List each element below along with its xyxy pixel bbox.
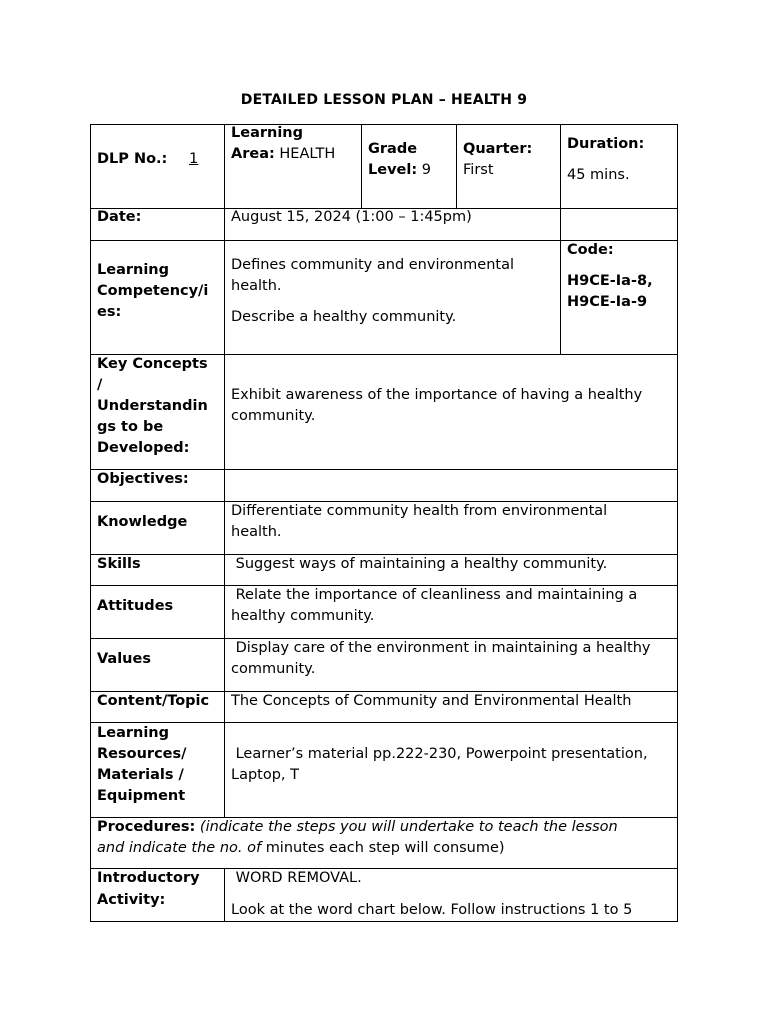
content-label: Content/Topic <box>97 693 210 709</box>
resources-text: Learner’s material pp.222-230, Powerpoint presentation, <box>231 746 648 762</box>
attitudes-label: Attitudes <box>97 598 174 614</box>
grade-value: 9 <box>421 162 431 178</box>
resources-label: Learning <box>97 725 170 741</box>
key-concepts-text: community. <box>231 408 316 424</box>
dlp-value: 1 <box>189 151 199 167</box>
content-text: The Concepts of Community and Environmental Health <box>231 693 632 709</box>
knowledge-label: Knowledge <box>97 514 188 530</box>
dlp-label: DLP No.: <box>97 151 168 167</box>
learning-area-field <box>231 144 335 165</box>
competency-label: Competency/i <box>97 283 209 299</box>
code-label: Code: <box>567 242 614 258</box>
skills-text: Suggest ways of maintaining a healthy community. <box>231 556 608 572</box>
values-text: community. <box>231 661 316 677</box>
table-rule <box>90 124 91 922</box>
procedures-note: minutes each step will consume) <box>265 840 505 856</box>
key-concepts-text: Exhibit awareness of the importance of having a healthy <box>231 387 643 403</box>
resources-label: Materials / <box>97 767 184 783</box>
table-rule <box>560 124 561 355</box>
code-value: H9CE-Ia-8, <box>567 273 653 289</box>
knowledge-text: Differentiate community health from environmental <box>231 503 608 519</box>
table-rule <box>224 868 225 922</box>
learning-area-label: Learning <box>231 125 304 141</box>
quarter-label: Quarter: <box>463 141 533 157</box>
introductory-text: Look at the word chart below. Follow instructions 1 to 5 <box>231 902 633 918</box>
learning-area-value: HEALTH <box>279 146 336 162</box>
competency-label: Learning <box>97 262 170 278</box>
objectives-label: Objectives: <box>97 471 189 487</box>
resources-text: Laptop, T <box>231 767 300 783</box>
competency-text: health. <box>231 278 282 294</box>
procedures-text <box>97 838 505 859</box>
grade-label-2: Level: <box>368 162 418 178</box>
table-rule <box>90 124 678 125</box>
date-value: August 15, 2024 (1:00 – 1:45pm) <box>231 209 472 225</box>
skills-label: Skills <box>97 556 141 572</box>
resources-label: Resources/ <box>97 746 187 762</box>
key-concepts-label: gs to be <box>97 419 164 435</box>
attitudes-text: healthy community. <box>231 608 375 624</box>
learning-area-label-2: Area: <box>231 146 275 162</box>
duration-label: Duration: <box>567 136 645 152</box>
key-concepts-label: Developed: <box>97 440 190 456</box>
resources-label: Equipment <box>97 788 186 804</box>
introductory-text: WORD REMOVAL. <box>231 870 362 886</box>
attitudes-text: Relate the importance of cleanliness and maintaining a <box>231 587 638 603</box>
procedures-note: (indicate the steps you will undertake to teach the lesson <box>199 819 618 835</box>
introductory-label: Introductory <box>97 870 200 886</box>
key-concepts-label: Key Concepts <box>97 356 208 372</box>
values-text: Display care of the environment in maintaining a healthy <box>231 640 651 656</box>
code-value: H9CE-Ia-9 <box>567 294 648 310</box>
table-rule <box>90 722 678 723</box>
competency-text: Describe a healthy community. <box>231 309 457 325</box>
introductory-label: Activity: <box>97 892 166 908</box>
table-rule <box>677 124 678 922</box>
quarter-value: First <box>463 162 494 178</box>
grade-field <box>368 160 431 181</box>
key-concepts-label: Understandin <box>97 398 208 414</box>
table-rule <box>90 921 678 922</box>
date-label: Date: <box>97 209 142 225</box>
procedures-label: Procedures: <box>97 819 196 835</box>
competency-label: es: <box>97 304 122 320</box>
competency-text: Defines community and environmental <box>231 257 515 273</box>
procedures-note: and indicate the no. of <box>97 840 262 856</box>
values-label: Values <box>97 651 151 667</box>
document-title: DETAILED LESSON PLAN – HEALTH 9 <box>240 92 528 108</box>
knowledge-text: health. <box>231 524 282 540</box>
duration-value: 45 mins. <box>567 167 630 183</box>
table-rule <box>361 124 362 208</box>
grade-label: Grade <box>368 141 418 157</box>
table-rule <box>456 124 457 208</box>
table-rule <box>224 124 225 817</box>
key-concepts-label: / <box>97 377 103 393</box>
procedures-text <box>97 817 618 838</box>
